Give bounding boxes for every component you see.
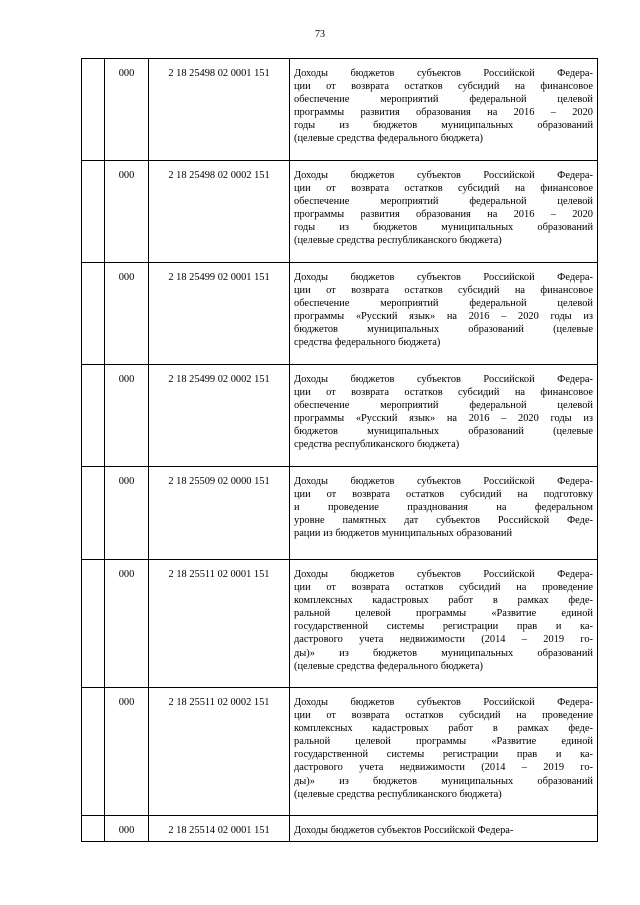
row-blank-cell [82, 161, 105, 263]
description-line: Доходы бюджетов субъектов Российской Федера- [294, 825, 514, 836]
row-blank-cell [82, 263, 105, 365]
row-blank-cell [82, 59, 105, 161]
description-line: государственной системы регистрации прав и ка- [294, 621, 593, 633]
description-line: Доходы бюджетов субъектов Российской Федера- [294, 476, 593, 487]
row-blank-cell [82, 688, 105, 816]
description-line: обеспечение мероприятий федеральной целевой [294, 196, 593, 208]
budget-code-cell: 2 18 25499 02 0001 151 [149, 263, 290, 365]
description-line: дастрового учета недвижимости (2014 – 2019 го- [294, 762, 593, 774]
description-line: средства федерального бюджета) [294, 337, 441, 349]
description-line: ральной целевой программы «Развитие единой [294, 608, 593, 620]
income-description-cell [290, 467, 598, 560]
description-line: (целевые средства республиканского бюджета) [294, 788, 502, 800]
admin-code-cell: 000 [105, 688, 149, 816]
table-row [82, 263, 598, 365]
budget-code-cell: 2 18 25498 02 0001 151 [149, 59, 290, 161]
description-line: государственной системы регистрации прав и ка- [294, 749, 593, 761]
description-line: ции от возврата остатков субсидий на финансовое [294, 81, 593, 93]
description-line: комплексных кадастровых работ в рамках феде- [294, 595, 593, 607]
description-line: (целевые средства республиканского бюджета) [294, 235, 502, 247]
description-line: Доходы бюджетов субъектов Российской Федера- [294, 272, 593, 283]
admin-code-cell: 000 [105, 59, 149, 161]
description-line: программы «Русский язык» на 2016 – 2020 годы из [294, 413, 593, 425]
description-line: ральной целевой программы «Развитие единой [294, 736, 593, 748]
description-line: средства республиканского бюджета) [294, 439, 460, 451]
table-row [82, 161, 598, 263]
description-line: ции от возврата остатков субсидий на подготовку [294, 489, 593, 501]
description-line: Доходы бюджетов субъектов Российской Федера- [294, 697, 593, 708]
description-line: Доходы бюджетов субъектов Российской Федера- [294, 170, 593, 181]
page-number: 73 [315, 29, 325, 40]
budget-code-cell: 2 18 25514 02 0001 151 [149, 816, 290, 842]
admin-code-cell: 000 [105, 816, 149, 842]
income-description-cell [290, 365, 598, 467]
description-line: ды)» из бюджетов муниципальных образований [294, 647, 593, 659]
description-line: ции от возврата остатков субсидий на финансовое [294, 183, 593, 195]
description-line: ции от возврата остатков субсидий на проведение [294, 710, 593, 722]
description-line: и проведение празднования на федеральном [294, 502, 593, 514]
description-line: обеспечение мероприятий федеральной целевой [294, 400, 593, 412]
budget-classification-table [81, 58, 598, 842]
table-row [82, 467, 598, 560]
table-body [82, 59, 598, 842]
admin-code-cell: 000 [105, 560, 149, 688]
description-line: ции от возврата остатков субсидий на финансовое [294, 285, 593, 297]
income-description-cell [290, 688, 598, 816]
description-line: Доходы бюджетов субъектов Российской Федера- [294, 68, 593, 79]
admin-code-cell: 000 [105, 161, 149, 263]
admin-code-cell: 000 [105, 263, 149, 365]
description-line: обеспечение мероприятий федеральной целевой [294, 298, 593, 310]
description-line: ции от возврата остатков субсидий на проведение [294, 582, 593, 594]
description-line: ции от возврата остатков субсидий на финансовое [294, 387, 593, 399]
description-line: годы из бюджетов муниципальных образований [294, 222, 593, 234]
income-description-cell [290, 263, 598, 365]
row-blank-cell [82, 560, 105, 688]
description-line: программы развития образования на 2016 – 2020 [294, 209, 593, 221]
budget-code-cell: 2 18 25511 02 0002 151 [149, 688, 290, 816]
table-row [82, 816, 598, 842]
table-row [82, 59, 598, 161]
row-blank-cell [82, 467, 105, 560]
description-line: годы из бюджетов муниципальных образований [294, 120, 593, 132]
description-line: бюджетов муниципальных образований (целевые [294, 426, 593, 438]
description-line: программы «Русский язык» на 2016 – 2020 годы из [294, 311, 593, 323]
description-line: бюджетов муниципальных образований (целевые [294, 324, 593, 336]
budget-code-cell: 2 18 25509 02 0000 151 [149, 467, 290, 560]
income-description-cell [290, 560, 598, 688]
row-blank-cell [82, 816, 105, 842]
table-row [82, 365, 598, 467]
income-description-cell [290, 59, 598, 161]
description-line: уровне памятных дат субъектов Российской Феде- [294, 515, 593, 527]
description-line: (целевые средства федерального бюджета) [294, 133, 483, 145]
budget-code-cell: 2 18 25511 02 0001 151 [149, 560, 290, 688]
budget-code-cell: 2 18 25499 02 0002 151 [149, 365, 290, 467]
budget-code-cell: 2 18 25498 02 0002 151 [149, 161, 290, 263]
admin-code-cell: 000 [105, 365, 149, 467]
description-line: программы развития образования на 2016 – 2020 [294, 107, 593, 119]
description-line: Доходы бюджетов субъектов Российской Федера- [294, 374, 593, 385]
description-line: обеспечение мероприятий федеральной целевой [294, 94, 593, 106]
income-description-cell [290, 161, 598, 263]
table-row [82, 688, 598, 816]
row-blank-cell [82, 365, 105, 467]
description-line: Доходы бюджетов субъектов Российской Федера- [294, 569, 593, 580]
description-line: (целевые средства федерального бюджета) [294, 660, 483, 672]
admin-code-cell: 000 [105, 467, 149, 560]
income-description-cell [290, 816, 598, 842]
description-line: комплексных кадастровых работ в рамках феде- [294, 723, 593, 735]
table-row [82, 560, 598, 688]
description-line: дастрового учета недвижимости (2014 – 2019 го- [294, 634, 593, 646]
description-line: рации из бюджетов муниципальных образований [294, 528, 513, 540]
description-line: ды)» из бюджетов муниципальных образований [294, 775, 593, 787]
